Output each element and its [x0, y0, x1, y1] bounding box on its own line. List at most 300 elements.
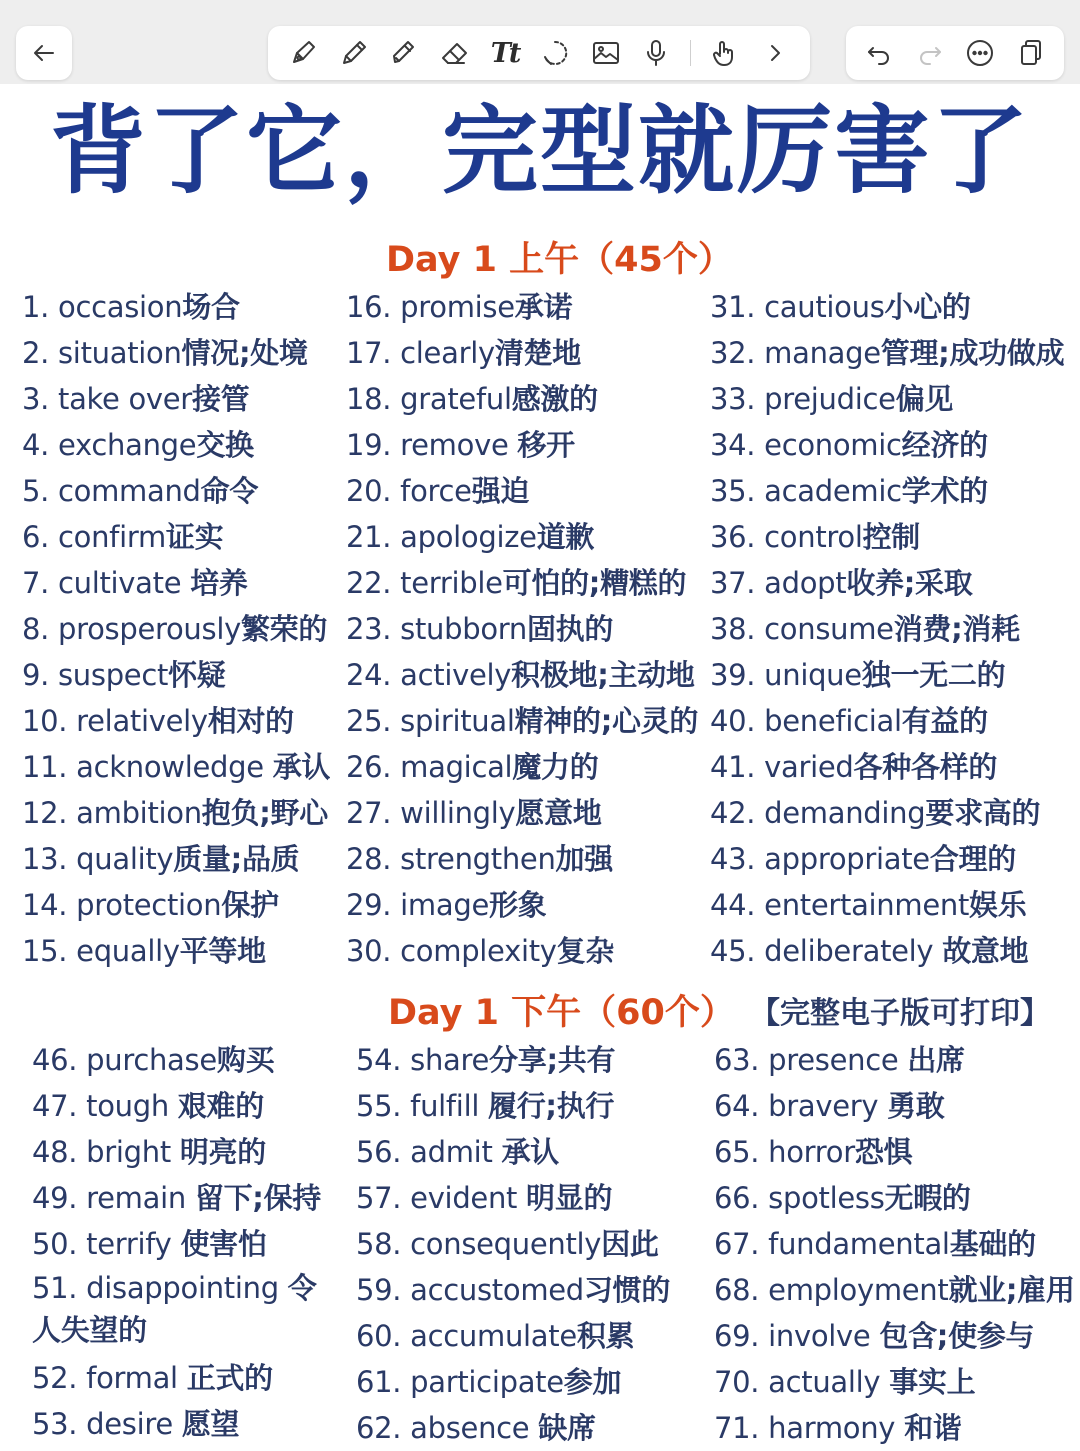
vocab-number: 8.	[22, 612, 50, 646]
vocab-word: presence	[768, 1043, 908, 1077]
vocab-number: 56.	[356, 1135, 402, 1169]
vocab-number: 64.	[714, 1089, 760, 1123]
vocab-meaning: 合理的	[929, 842, 1016, 876]
vocab-word: protection	[76, 888, 222, 922]
vocab-item	[22, 376, 330, 422]
vocab-number: 61.	[356, 1365, 402, 1399]
vocab-word: employment	[768, 1273, 949, 1307]
vocab-word: suspect	[58, 658, 169, 692]
vocab-number: 63.	[714, 1043, 760, 1077]
vocab-item	[710, 284, 1064, 330]
vocab-meaning: 故意地	[942, 934, 1029, 968]
vocab-item	[22, 560, 330, 606]
vocab-word: fulfill	[410, 1089, 489, 1123]
vocab-item	[22, 836, 330, 882]
vocab-word: desire	[86, 1407, 182, 1441]
vocab-meaning: 承认	[501, 1135, 559, 1169]
vocab-number: 6.	[22, 520, 50, 554]
vocab-number: 3.	[22, 382, 50, 416]
vocab-word: remain	[86, 1181, 195, 1215]
vocab-number: 1.	[22, 290, 50, 324]
vocab-meaning: 魔力的	[512, 750, 599, 784]
vocab-meaning: 基础的	[949, 1227, 1036, 1261]
vocab-number: 36.	[710, 520, 756, 554]
vocab-meaning: 无暇的	[884, 1181, 971, 1215]
vocab-item	[714, 1129, 1075, 1175]
vocab-meaning: 小心的	[884, 290, 971, 324]
vocab-word: deliberately	[764, 934, 943, 968]
vocab-number: 58.	[356, 1227, 402, 1261]
vocab-number: 19.	[346, 428, 392, 462]
vocab-word: complexity	[400, 934, 557, 968]
vocab-word: grateful	[400, 382, 512, 416]
vocab-number: 30.	[346, 934, 392, 968]
vocab-number: 15.	[22, 934, 68, 968]
vocab-meaning: 令人失望的	[32, 1271, 317, 1347]
pen-icon[interactable]	[286, 36, 320, 70]
vocab-meaning: 接管	[191, 382, 250, 416]
vocab-word: consume	[764, 612, 894, 646]
vocab-word: quality	[76, 842, 174, 876]
vocab-word: bravery	[768, 1089, 888, 1123]
vocab-number: 12.	[22, 796, 68, 830]
vocab-meaning: 承认	[272, 750, 331, 784]
vocab-word: stubborn	[400, 612, 527, 646]
vocab-number: 35.	[710, 474, 756, 508]
vocab-meaning: 积极地;主动地	[511, 658, 695, 692]
vocab-meaning: 可怕的;糟糕的	[502, 566, 687, 600]
vocab-word: horror	[768, 1135, 855, 1169]
vocab-word: image	[400, 888, 489, 922]
vocab-item	[346, 698, 698, 744]
vocab-word: evident	[410, 1181, 527, 1215]
vocab-item	[714, 1359, 1075, 1405]
vocab-word: actively	[400, 658, 512, 692]
vocab-item	[710, 560, 1064, 606]
highlighter-icon[interactable]	[387, 36, 421, 70]
vocab-meaning: 相对的	[207, 704, 294, 738]
pages-icon[interactable]	[1014, 36, 1048, 70]
vocab-item	[356, 1313, 670, 1359]
vocab-number: 71.	[714, 1411, 760, 1445]
vocab-meaning: 培养	[190, 566, 248, 600]
vocab-word: admit	[410, 1135, 502, 1169]
vocab-word: entertainment	[764, 888, 970, 922]
vocab-item	[710, 652, 1064, 698]
vocab-item	[22, 422, 330, 468]
vocab-item	[22, 698, 330, 744]
vocab-word: demanding	[764, 796, 926, 830]
vocab-item	[346, 468, 698, 514]
vocab-item	[710, 836, 1064, 882]
vocab-word: academic	[764, 474, 902, 508]
vocab-word: situation	[58, 336, 182, 370]
eraser-icon[interactable]	[438, 36, 472, 70]
tool-palette	[268, 26, 810, 80]
page-title: 背了它，完型就厉害了	[50, 95, 1030, 207]
vocab-number: 14.	[22, 888, 68, 922]
vocab-meaning: 移开	[517, 428, 575, 462]
vocab-meaning: 分享;共有	[489, 1043, 616, 1077]
vocab-word: remove	[400, 428, 518, 462]
vocab-word: terrify	[86, 1227, 181, 1261]
vocab-number: 22.	[346, 566, 392, 600]
action-bar	[846, 26, 1064, 80]
vocab-meaning: 正式的	[186, 1361, 273, 1395]
vocab-number: 2.	[22, 336, 50, 370]
vocab-meaning: 缺席	[538, 1411, 596, 1445]
vocab-word: share	[410, 1043, 490, 1077]
vocab-item	[714, 1405, 1075, 1451]
vocab-meaning: 精神的;心灵的	[514, 704, 699, 738]
vocab-item	[710, 422, 1064, 468]
vocab-word: fundamental	[768, 1227, 950, 1261]
vocab-item	[22, 514, 330, 560]
vocab-word: bright	[86, 1135, 180, 1169]
vocab-item	[356, 1359, 670, 1405]
vocab-word: relatively	[76, 704, 208, 738]
vocab-item	[32, 1129, 332, 1175]
redo-icon[interactable]	[913, 36, 947, 70]
vocab-number: 34.	[710, 428, 756, 462]
vocab-number: 21.	[346, 520, 392, 554]
chevron-right-icon[interactable]	[758, 36, 792, 70]
vocab-meaning: 经济的	[901, 428, 988, 462]
vocab-meaning: 和谐	[904, 1411, 962, 1445]
vocab-meaning: 场合	[182, 290, 240, 324]
vocab-item	[346, 422, 698, 468]
vocab-meaning: 平等地	[179, 934, 266, 968]
vocab-number: 13.	[22, 842, 68, 876]
vocab-meaning: 独一无二的	[861, 658, 1006, 692]
vocab-item	[710, 928, 1064, 974]
afternoon-column-3	[714, 1037, 1075, 1451]
vocab-item	[346, 652, 698, 698]
vocab-word: economic	[764, 428, 902, 462]
vocab-meaning: 愿望	[181, 1407, 240, 1441]
vocab-number: 43.	[710, 842, 756, 876]
vocab-item	[32, 1267, 332, 1355]
vocab-item	[714, 1267, 1075, 1313]
vocab-word: exchange	[58, 428, 197, 462]
vocab-meaning: 明显的	[526, 1181, 613, 1215]
vocab-word: accustomed	[410, 1273, 584, 1307]
vocab-number: 26.	[346, 750, 392, 784]
vocab-item	[710, 744, 1064, 790]
vocab-item	[710, 330, 1064, 376]
vocab-meaning: 事实上	[889, 1365, 976, 1399]
vocab-number: 41.	[710, 750, 756, 784]
vocab-word: beneficial	[764, 704, 902, 738]
vocab-word: absence	[410, 1411, 539, 1445]
vocab-number: 9.	[22, 658, 50, 692]
vocab-number: 54.	[356, 1043, 402, 1077]
vocab-number: 31.	[710, 290, 756, 324]
vocab-word: cautious	[764, 290, 885, 324]
back-button-box	[16, 26, 72, 80]
vocab-number: 32.	[710, 336, 756, 370]
vocab-word: confirm	[58, 520, 166, 554]
vocab-item	[32, 1083, 332, 1129]
vocab-item	[710, 468, 1064, 514]
vocab-meaning: 包含;使参与	[879, 1319, 1035, 1353]
vocab-word: actually	[768, 1365, 890, 1399]
vocab-meaning: 形象	[488, 888, 547, 922]
vocab-meaning: 交换	[196, 428, 254, 462]
vocab-number: 28.	[346, 842, 392, 876]
vocab-number: 29.	[346, 888, 392, 922]
vocab-meaning: 怀疑	[168, 658, 226, 692]
vocab-meaning: 控制	[862, 520, 920, 554]
vocab-number: 50.	[32, 1227, 78, 1261]
vocab-meaning: 勇敢	[887, 1089, 945, 1123]
vocab-item	[346, 836, 698, 882]
vocab-item	[32, 1401, 332, 1447]
vocab-number: 27.	[346, 796, 392, 830]
vocab-item	[32, 1355, 332, 1401]
vocab-meaning: 抱负;野心	[201, 796, 328, 830]
vocab-item	[22, 882, 330, 928]
morning-column-2	[346, 284, 698, 974]
vocab-item	[346, 514, 698, 560]
vocab-meaning: 消费;消耗	[893, 612, 1020, 646]
vocab-item	[710, 606, 1064, 652]
pencil-icon[interactable]	[337, 36, 371, 70]
vocab-meaning: 留下;保持	[194, 1181, 321, 1215]
vocab-item	[356, 1221, 670, 1267]
vocab-word: promise	[400, 290, 515, 324]
vocab-meaning: 繁荣的	[240, 612, 328, 646]
vocab-number: 55.	[356, 1089, 402, 1123]
vocab-number: 42.	[710, 796, 756, 830]
vocab-number: 57.	[356, 1181, 402, 1215]
vocab-item	[714, 1221, 1075, 1267]
vocab-meaning: 收养;采取	[846, 566, 973, 600]
vocab-word: spiritual	[400, 704, 515, 738]
vocab-meaning: 积累	[576, 1319, 635, 1353]
vocab-item	[22, 928, 330, 974]
vocab-item	[714, 1175, 1075, 1221]
vocab-item	[346, 560, 698, 606]
vocab-item	[710, 376, 1064, 422]
vocab-word: participate	[410, 1365, 564, 1399]
vocab-number: 69.	[714, 1319, 760, 1353]
vocab-number: 4.	[22, 428, 50, 462]
vocab-item	[346, 882, 698, 928]
vocab-item	[32, 1175, 332, 1221]
vocab-word: prosperously	[58, 612, 241, 646]
undo-icon[interactable]	[862, 36, 896, 70]
vocab-number: 11.	[22, 750, 68, 784]
vocab-item	[346, 376, 698, 422]
vocab-item	[356, 1083, 670, 1129]
vocab-item	[22, 652, 330, 698]
vocab-meaning: 愿意地	[515, 796, 602, 830]
afternoon-column-2	[356, 1037, 670, 1451]
vocab-item	[356, 1267, 670, 1313]
vocab-word: involve	[768, 1319, 880, 1353]
vocab-meaning: 清楚地	[494, 336, 581, 370]
vocab-word: tough	[86, 1089, 178, 1123]
vocab-item	[22, 744, 330, 790]
vocab-number: 25.	[346, 704, 392, 738]
vocab-item	[346, 330, 698, 376]
vocab-word: prejudice	[764, 382, 896, 416]
toolbar-divider	[690, 40, 691, 66]
vocab-word: varied	[764, 750, 854, 784]
vocab-item	[710, 514, 1064, 560]
vocab-number: 59.	[356, 1273, 402, 1307]
vocab-item	[356, 1037, 670, 1083]
vocab-word: terrible	[400, 566, 503, 600]
vocab-number: 46.	[32, 1043, 78, 1077]
vocab-meaning: 加强	[555, 842, 613, 876]
vocab-item	[714, 1313, 1075, 1359]
vocab-number: 38.	[710, 612, 756, 646]
vocab-number: 62.	[356, 1411, 402, 1445]
image-icon[interactable]	[589, 36, 623, 70]
vocab-number: 51.	[32, 1271, 78, 1305]
vocab-number: 10.	[22, 704, 68, 738]
vocab-word: take over	[58, 382, 192, 416]
vocab-meaning: 有益的	[901, 704, 988, 738]
back-arrow-icon[interactable]	[27, 36, 61, 70]
vocab-item	[714, 1083, 1075, 1129]
vocab-item	[22, 790, 330, 836]
vocab-item	[32, 1037, 332, 1083]
vocab-word: ambition	[76, 796, 202, 830]
vocab-number: 17.	[346, 336, 392, 370]
vocab-meaning: 强迫	[471, 474, 530, 508]
vocab-item	[32, 1221, 332, 1267]
vocab-meaning: 情况;处境	[181, 336, 308, 370]
vocab-meaning: 习惯的	[583, 1273, 671, 1307]
vocab-number: 52.	[32, 1361, 78, 1395]
vocab-item	[22, 606, 330, 652]
vocab-number: 70.	[714, 1365, 760, 1399]
vocab-number: 16.	[346, 290, 392, 324]
microphone-icon[interactable]	[639, 36, 673, 70]
vocab-item	[346, 928, 698, 974]
vocab-meaning: 承诺	[514, 290, 573, 324]
vocab-number: 33.	[710, 382, 756, 416]
vocab-item	[710, 698, 1064, 744]
vocab-item	[710, 790, 1064, 836]
vocab-item	[356, 1405, 670, 1451]
vocab-meaning: 学术的	[901, 474, 988, 508]
vocab-meaning: 道歉	[536, 520, 595, 554]
vocab-number: 18.	[346, 382, 392, 416]
vocab-word: appropriate	[764, 842, 930, 876]
vocab-word: adopt	[764, 566, 847, 600]
vocab-meaning: 感激的	[511, 382, 598, 416]
vocab-meaning: 保护	[221, 888, 279, 922]
vocab-item	[356, 1129, 670, 1175]
vocab-meaning: 要求高的	[925, 796, 1041, 830]
morning-column-1	[22, 284, 330, 974]
vocab-word: command	[58, 474, 201, 508]
vocab-number: 48.	[32, 1135, 78, 1169]
vocab-meaning: 参加	[563, 1365, 622, 1399]
vocab-item	[714, 1037, 1075, 1083]
vocab-number: 49.	[32, 1181, 78, 1215]
vocab-item	[22, 468, 330, 514]
vocab-word: spotless	[768, 1181, 885, 1215]
vocab-item	[346, 284, 698, 330]
vocab-number: 44.	[710, 888, 756, 922]
lasso-icon[interactable]	[538, 36, 572, 70]
vocab-word: harmony	[768, 1411, 905, 1445]
vocab-item	[356, 1175, 670, 1221]
vocab-meaning: 质量;品质	[173, 842, 300, 876]
vocab-word: consequently	[410, 1227, 602, 1261]
vocab-word: equally	[76, 934, 180, 968]
vocab-item	[710, 882, 1064, 928]
vocab-meaning: 恐惧	[854, 1135, 913, 1169]
vocab-word: strengthen	[400, 842, 556, 876]
morning-section-heading: Day 1 上午（45个）	[386, 240, 733, 280]
vocab-number: 68.	[714, 1273, 760, 1307]
vocab-word: disappointing	[86, 1271, 288, 1305]
vocab-number: 5.	[22, 474, 50, 508]
vocab-word: force	[400, 474, 472, 508]
vocab-word: cultivate	[58, 566, 191, 600]
vocab-word: control	[764, 520, 863, 554]
vocab-meaning: 明亮的	[179, 1135, 266, 1169]
vocab-item	[22, 330, 330, 376]
vocab-meaning: 管理;成功做成	[880, 336, 1065, 370]
vocab-item	[346, 790, 698, 836]
vocab-number: 39.	[710, 658, 756, 692]
hand-pointer-icon[interactable]	[707, 36, 741, 70]
vocab-word: manage	[764, 336, 881, 370]
vocab-meaning: 因此	[601, 1227, 659, 1261]
afternoon-column-1	[32, 1037, 332, 1447]
vocab-number: 37.	[710, 566, 756, 600]
morning-column-3	[710, 284, 1064, 974]
text-tool-icon[interactable]: Tt	[490, 37, 520, 69]
vocab-word: clearly	[400, 336, 495, 370]
vocab-meaning: 就业;雇用	[948, 1273, 1075, 1307]
vocab-meaning: 证实	[165, 520, 224, 554]
vocab-item	[346, 744, 698, 790]
vocab-item	[346, 606, 698, 652]
more-icon[interactable]	[963, 36, 997, 70]
vocab-word: unique	[764, 658, 862, 692]
vocab-word: accumulate	[410, 1319, 577, 1353]
vocab-meaning: 各种各样的	[853, 750, 998, 784]
vocab-word: purchase	[86, 1043, 217, 1077]
vocab-number: 67.	[714, 1227, 760, 1261]
toolbar	[0, 0, 1080, 84]
vocab-number: 47.	[32, 1089, 78, 1123]
vocab-meaning: 命令	[200, 474, 259, 508]
vocab-word: willingly	[400, 796, 516, 830]
vocab-meaning: 复杂	[556, 934, 615, 968]
vocab-meaning: 固执的	[526, 612, 614, 646]
vocab-meaning: 使害怕	[180, 1227, 267, 1261]
vocab-number: 20.	[346, 474, 392, 508]
vocab-meaning: 履行;执行	[488, 1089, 615, 1123]
vocab-number: 40.	[710, 704, 756, 738]
vocab-word: occasion	[58, 290, 183, 324]
vocab-number: 7.	[22, 566, 50, 600]
vocab-number: 65.	[714, 1135, 760, 1169]
vocab-number: 23.	[346, 612, 392, 646]
afternoon-section-heading: Day 1 下午（60个）	[388, 993, 735, 1033]
vocab-number: 45.	[710, 934, 756, 968]
vocab-meaning: 娱乐	[969, 888, 1027, 922]
